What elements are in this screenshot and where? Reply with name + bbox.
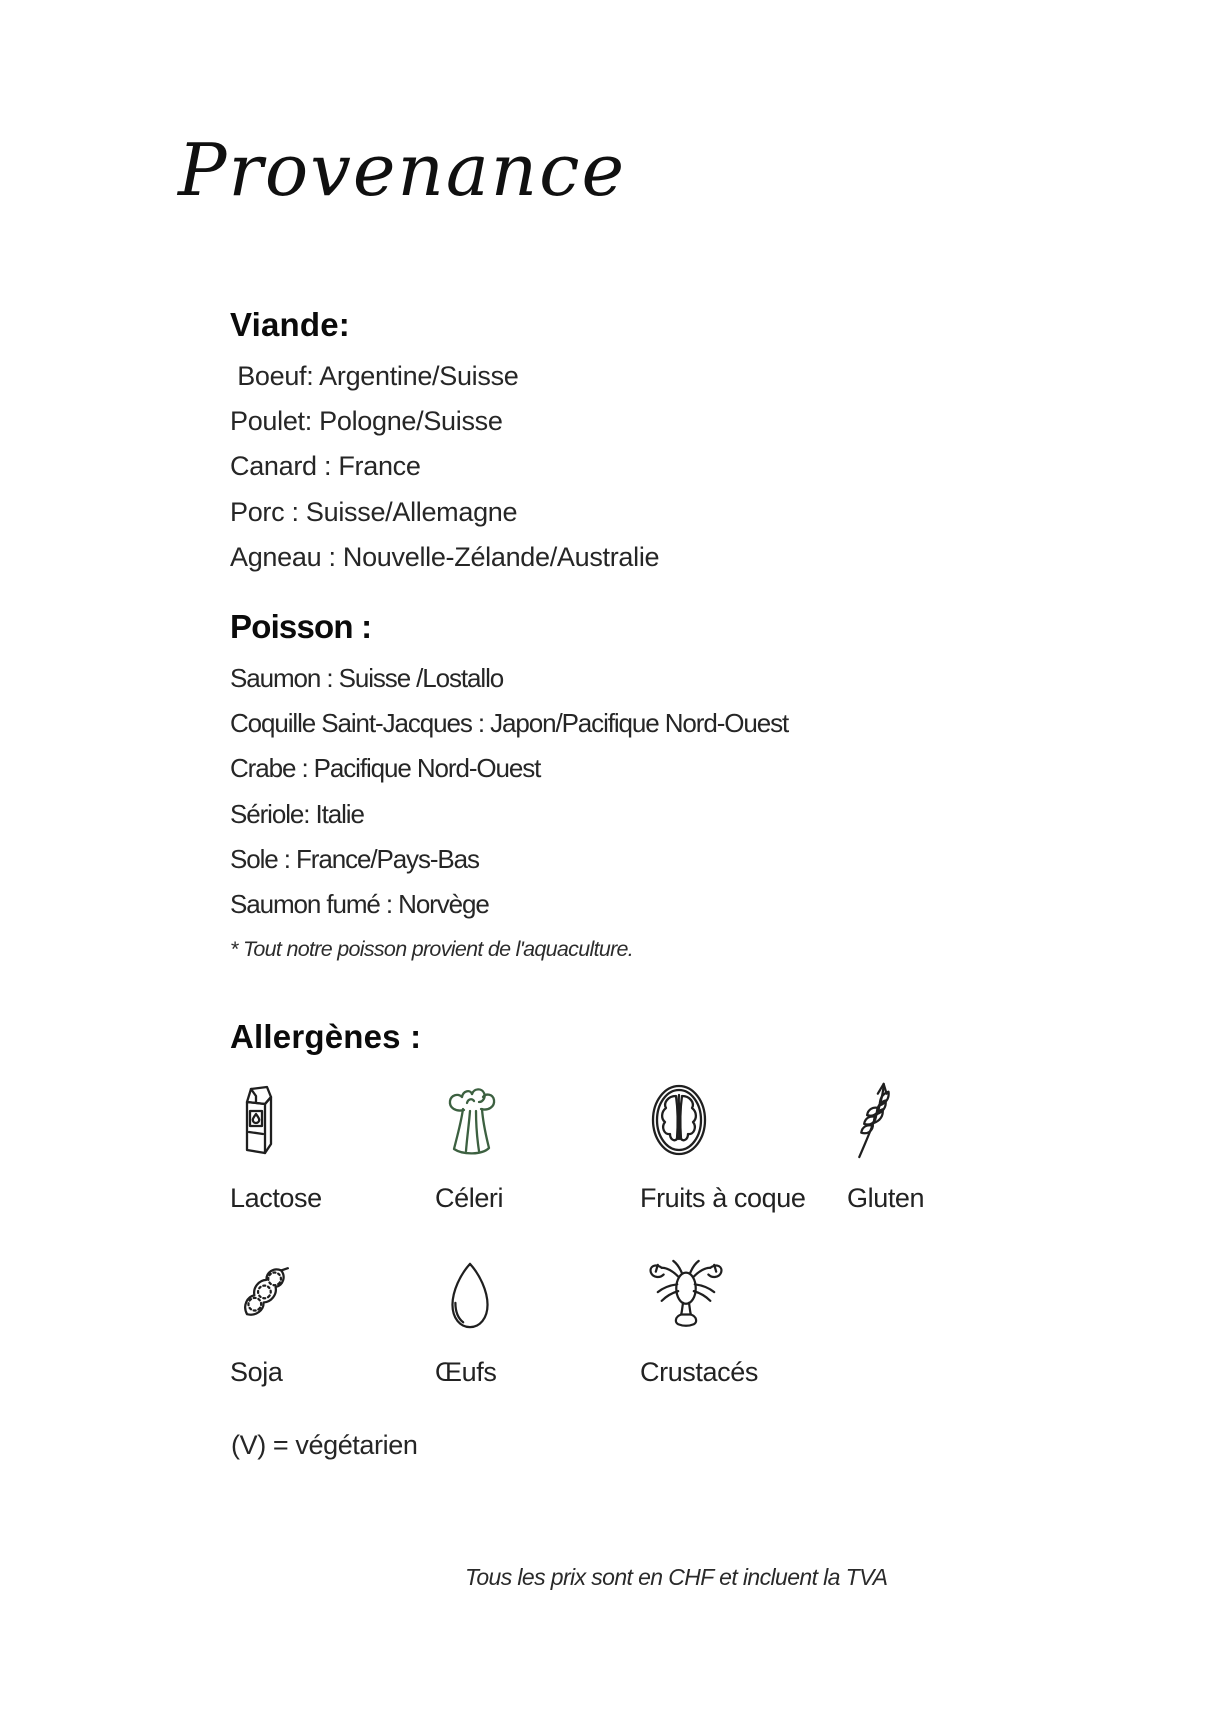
poisson-section: [230, 608, 788, 962]
soy-pod-icon-box: [230, 1255, 435, 1333]
allergen-label: Fruits à coque: [640, 1183, 806, 1213]
poisson-heading: Poisson :: [230, 608, 372, 645]
provenance-line-saumon: Saumon : Suisse /Lostallo: [230, 663, 504, 693]
price-footer-note: Tous les prix sont en CHF et incluent la TVA: [465, 1564, 888, 1590]
provenance-line-sole: Sole : France/Pays-Bas: [230, 843, 479, 874]
allergen-label: Gluten: [847, 1183, 925, 1213]
lobster-icon: [644, 1259, 728, 1333]
allergen-soja: [230, 1255, 435, 1388]
provenance-line-agneau: Agneau : Nouvelle-Zélande/Australie: [230, 541, 660, 572]
allergen-oeufs: [435, 1255, 640, 1388]
viande-list: [230, 354, 659, 580]
provenance-line-porc: Porc : Suisse/Allemagne: [230, 496, 518, 527]
provenance-line-crabe: Crabe : Pacifique Nord-Ouest: [230, 753, 541, 784]
allergen-crustaces: [640, 1255, 847, 1388]
allergenes-heading: Allergènes :: [230, 1018, 422, 1055]
walnut-icon-box: [640, 1081, 847, 1159]
milk-carton-icon-box: [230, 1081, 435, 1159]
allergen-gluten: [847, 1081, 1017, 1214]
allergen-label: Œufs: [435, 1357, 497, 1387]
provenance-line-canard: Canard : France: [230, 451, 421, 482]
provenance-line-seriole: Sériole: Italie: [230, 798, 364, 829]
allergen-fruits-a-coque: [640, 1081, 847, 1214]
lobster-icon-box: [640, 1255, 847, 1333]
allergen-row-1: [230, 1081, 1017, 1214]
vegetarian-legend: (V) = végétarien: [231, 1430, 418, 1460]
poisson-list: [230, 656, 788, 927]
provenance-line-poulet: Poulet: Pologne/Suisse: [230, 406, 503, 437]
aquaculture-note: * Tout notre poisson provient de l'aquaculture.: [230, 937, 634, 962]
allergen-row-2: [230, 1255, 1017, 1388]
viande-heading: Viande:: [230, 306, 350, 343]
provenance-line-saumon-fume: Saumon fumé : Norvège: [230, 889, 489, 920]
provenance-line-boeuf: Boeuf: Argentine/Suisse: [230, 361, 519, 391]
viande-section: [230, 306, 659, 580]
allergen-celeri: [435, 1081, 640, 1214]
allergen-label: Crustacés: [640, 1357, 758, 1387]
allergen-label: Céleri: [435, 1183, 504, 1213]
allergen-label: Lactose: [230, 1183, 322, 1213]
milk-carton-icon: [238, 1081, 278, 1159]
page-title: Provenance: [178, 128, 627, 212]
provenance-line-coquille: Coquille Saint-Jacques : Japon/Pacifique Nord-Ouest: [230, 708, 789, 739]
soy-pod-icon: [232, 1257, 292, 1333]
walnut-icon: [648, 1081, 710, 1159]
wheat-icon-box: [847, 1081, 1017, 1159]
celery-icon: [441, 1081, 501, 1159]
egg-icon-box: [435, 1255, 640, 1333]
allergen-lactose: [230, 1081, 435, 1214]
allergen-label: Soja: [230, 1357, 283, 1387]
allergenes-section: [230, 1018, 1017, 1388]
wheat-icon: [849, 1081, 891, 1159]
celery-icon-box: [435, 1081, 640, 1159]
egg-icon: [443, 1259, 497, 1333]
